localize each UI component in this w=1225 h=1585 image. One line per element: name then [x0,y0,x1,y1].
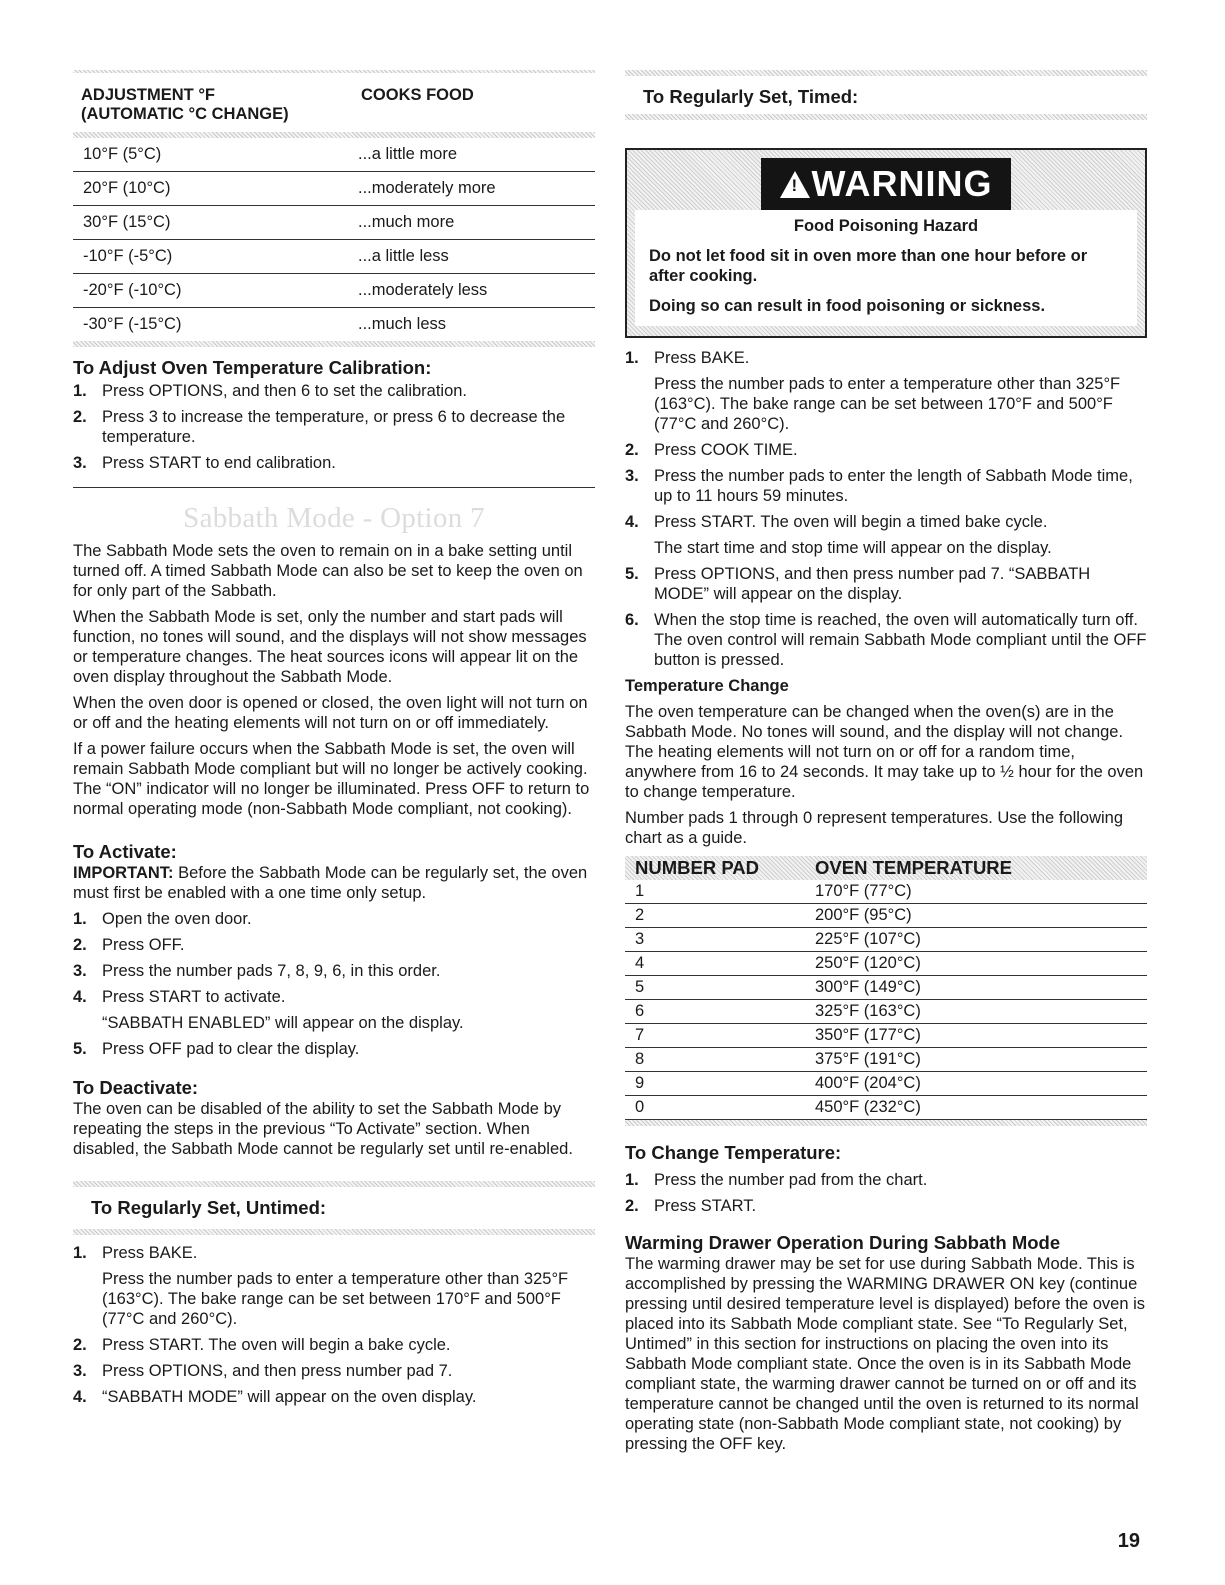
step-number: 6. [625,611,639,629]
table-bottom-shade [73,341,595,347]
warning-line2: Doing so can result in food poisoning or sickness. [649,297,1046,315]
oven-temperature-cell: 450°F (232°C) [815,1098,921,1116]
oven-temperature-cell: 225°F (107°C) [815,930,921,948]
warming-drawer-text: The warming drawer may be set for use during Sabbath Mode. This is accomplished by pressing the WARMING DRAWER ON key (continue pressing until desired temperature level is displayed) before the oven is placed into its Sabbath Mode compliant state. See “To Regularly Set, Untimed” in this section for instructions on placing the oven into its Sabbath Mode compliant state. Once the oven is in its Sabbath Mode compliant state, the warming drawer cannot be turned on or off and its temperature cannot be changed until the oven is returned to its normal operating state (non-Sabbath Mode compliant state, not cooking) by pressing the OFF key. [625,1255,1146,1453]
sabbath-section-title: Sabbath Mode - Option 7 [183,502,485,534]
step-number: 3. [73,1362,87,1380]
step-number: 1. [73,382,87,400]
step-number: 1. [73,910,87,928]
number-pad-cell: 8 [635,1050,645,1068]
untimed-step1-note: Press the number pads to enter a temperature other than 325°F (163°C). The bake range can be set between 170°F and 500°F (77°C and 260°C). [102,1270,569,1328]
sabbath-paragraph: The Sabbath Mode sets the oven to remain on in a bake setting until turned off. A timed Sabbath Mode can also be set to keep the oven on for only part of the Sabbath. [73,542,583,600]
step-text: Press START to end calibration. [102,454,336,472]
right-column [625,70,1147,1454]
untimed-steps [73,1335,595,1407]
step-item [625,610,1147,670]
number-pad-cell: 2 [635,906,645,924]
timed-bottom-shade [625,114,1147,120]
oven-temperature-cell: 200°F (95°C) [815,906,912,924]
timed-heading: To Regularly Set, Timed: [643,86,859,107]
activate-step4-note: “SABBATH ENABLED” will appear on the display. [102,1014,464,1032]
page-number: 19 [1117,1530,1140,1552]
sabbath-paragraph: When the oven door is opened or closed, the oven light will not turn on or off and the heating elements will not turn on or off immediately. [73,694,588,732]
table-row [73,308,595,341]
oven-temperature-cell: 300°F (149°C) [815,978,921,996]
step-text: Press OPTIONS, and then press number pad 7. “SABBATH MODE” will appear on the display. [654,565,1091,603]
step-item [73,407,595,447]
step-number: 3. [73,962,87,980]
cooks-food-cell: ...a little more [358,145,458,163]
warning-body [635,210,1137,326]
number-pad-cell: 0 [635,1098,645,1116]
calibration-heading: To Adjust Oven Temperature Calibration: [73,357,432,378]
table-row [73,240,595,274]
table-row [625,1024,1147,1048]
number-pad-cell: 3 [635,930,645,948]
timed-step1: 1. Press BAKE. [625,349,750,367]
number-pad-cell: 4 [635,954,645,972]
timed-step4-note: The start time and stop time will appear on the display. [654,539,1052,557]
step-text: Open the oven door. [102,910,252,928]
table-row [625,904,1147,928]
step-number: 2. [625,1197,639,1215]
number-pad-cell: 5 [635,978,645,996]
temperature-change-heading: Temperature Change [625,677,789,695]
cooks-food-cell: ...moderately more [358,179,496,197]
sabbath-paragraphs [73,541,595,819]
number-pad-cell: 1 [635,882,645,900]
step-text: Press COOK TIME. [654,441,798,459]
untimed-step1: 1. Press BAKE. [73,1244,198,1262]
step-item [625,512,1147,532]
activate-step5: 5. Press OFF pad to clear the display. [73,1040,360,1058]
step-number: 1. [625,1171,639,1189]
step-number: 4. [625,513,639,531]
oven-temperature-cell: 400°F (204°C) [815,1074,921,1092]
step-item [625,440,1147,460]
activate-heading: To Activate: [73,841,177,862]
adjustment-cell: 10°F (5°C) [83,145,162,163]
step-text: Press OPTIONS, and then 6 to set the calibration. [102,382,468,400]
oven-temperature-cell: 350°F (177°C) [815,1026,921,1044]
step-item [625,1196,1147,1216]
temperature-change-para1: The oven temperature can be changed when the oven(s) are in the Sabbath Mode. No tones will sound, and the display will not change. The heating elements will not turn on or off for a random time, anywhere from 16 to 24 seconds. It may take up to ½ hour for the oven to change temperature. [625,703,1144,801]
step-number: 4. [73,1388,87,1406]
table-row [625,1072,1147,1096]
step-text: “SABBATH MODE” will appear on the oven display. [102,1388,477,1406]
step-item [625,564,1147,604]
left-column [73,70,595,1407]
untimed-top-shade [73,1181,595,1187]
table-row [625,1096,1147,1120]
step-text: Press START. The oven will begin a timed bake cycle. [654,513,1048,531]
adjustment-cell: -20°F (-10°C) [83,281,182,299]
step-number: 2. [73,408,87,426]
adjustment-header-col1: ADJUSTMENT °F (AUTOMATIC °C CHANGE) [81,86,289,123]
step-text: Press the number pad from the chart. [654,1171,928,1189]
number-pad-cell: 9 [635,1074,645,1092]
section-rule [73,487,595,488]
timed-steps-a [625,440,1147,532]
number-pad-table-bottom-shade [625,1120,1147,1126]
warning-banner: ! WARNING [761,158,1011,210]
step-item [73,909,595,929]
step-text: Press the number pads to enter the length of Sabbath Mode time, up to 11 hours 59 minutes. [654,467,1133,505]
step-item [625,466,1147,506]
number-pad-cell: 7 [635,1026,645,1044]
step-item [73,1361,595,1381]
adjustment-cell: -10°F (-5°C) [83,247,173,265]
step-text: Press START to activate. [102,988,286,1006]
timed-top-shade [625,70,1147,76]
sabbath-paragraph: If a power failure occurs when the Sabbath Mode is set, the oven will remain Sabbath Mode compliant but will no longer be actively cooking. The “ON” indicator will no longer be illuminated. Press OFF to return to normal operating mode (non-Sabbath Mode compliant, not cooking). [73,740,590,818]
untimed-bottom-shade [73,1229,595,1235]
oven-temperature-cell: 325°F (163°C) [815,1002,921,1020]
adjustment-cell: 20°F (10°C) [83,179,171,197]
oven-temperature-cell: 375°F (191°C) [815,1050,921,1068]
step-item [73,1387,595,1407]
change-temperature-heading: To Change Temperature: [625,1142,842,1163]
activate-steps [73,909,595,1007]
warning-box [625,148,1147,338]
step-number: 4. [73,988,87,1006]
step-text: Press OFF. [102,936,185,954]
step-number: 2. [625,441,639,459]
table-row [73,274,595,308]
table-row [625,1048,1147,1072]
temperature-change-para2: Number pads 1 through 0 represent temperatures. Use the following chart as a guide. [625,809,1124,847]
step-number: 3. [625,467,639,485]
step-item [73,935,595,955]
step-number: 2. [73,1336,87,1354]
warning-triangle-icon: ! [780,171,810,198]
step-text: Press OPTIONS, and then press number pad 7. [102,1362,453,1380]
number-pad-cell: 6 [635,1002,645,1020]
sabbath-paragraph: When the Sabbath Mode is set, only the number and start pads will function, no tones will sound, and the displays will not show messages or temperature changes. The heat sources icons will appear lit on the oven display throughout the Sabbath Mode. [73,608,587,686]
adjustment-cell: -30°F (-15°C) [83,315,182,333]
step-item [73,453,595,473]
untimed-heading: To Regularly Set, Untimed: [91,1197,327,1218]
calibration-steps [73,381,595,473]
step-number: 3. [73,454,87,472]
timed-steps-b [625,564,1147,670]
step-text: Press START. [654,1197,757,1215]
number-pad-table-body [625,880,1147,1120]
table-row [625,1000,1147,1024]
cooks-food-cell: ...moderately less [358,281,488,299]
step-item [73,381,595,401]
adjustment-cell: 30°F (15°C) [83,213,171,231]
number-pad-table [625,856,1147,1126]
cooks-food-cell: ...a little less [358,247,449,265]
step-text: When the stop time is reached, the oven will automatically turn off. The oven control will remain Sabbath Mode compliant until the OFF button is pressed. [654,611,1147,669]
table-row [625,880,1147,904]
adjustment-table-body [73,138,595,341]
step-text: Press the number pads 7, 8, 9, 6, in this order. [102,962,441,980]
step-number: 5. [625,565,639,583]
table-row [625,928,1147,952]
step-item [73,961,595,981]
step-text: Press 3 to increase the temperature, or press 6 to decrease the temperature. [102,408,566,446]
change-temperature-steps [625,1170,1147,1216]
adjustment-header-col2: COOKS FOOD [361,86,474,104]
step-item [73,1335,595,1355]
warming-drawer-heading: Warming Drawer Operation During Sabbath Mode [625,1232,1061,1253]
step-item [625,1170,1147,1190]
deactivate-text: The oven can be disabled of the ability to set the Sabbath Mode by repeating the steps in the previous “To Activate” section. When disabled, the Sabbath Mode cannot be regularly set until re-enabled. [73,1100,573,1158]
step-text: Press START. The oven will begin a bake cycle. [102,1336,451,1354]
warning-line1: Do not let food sit in oven more than one hour before or after cooking. [649,247,1088,285]
table-row [73,172,595,206]
cooks-food-cell: ...much less [358,315,447,333]
oven-temperature-cell: 170°F (77°C) [815,882,912,900]
step-number: 2. [73,936,87,954]
deactivate-heading: To Deactivate: [73,1077,199,1098]
table-row [73,138,595,172]
oven-temperature-cell: 250°F (120°C) [815,954,921,972]
table-row [625,976,1147,1000]
activate-important: IMPORTANT: Before the Sabbath Mode can be regularly set, the oven must first be enabled with a one time only setup. [73,864,588,902]
step-item [73,987,595,1007]
table-row [625,952,1147,976]
adjustment-table-header [73,73,595,132]
table-row [73,206,595,240]
cooks-food-cell: ...much more [358,213,455,231]
number-pad-table-header: NUMBER PAD OVEN TEMPERATURE [625,856,1147,880]
timed-step1-note: Press the number pads to enter a temperature other than 325°F (163°C). The bake range can be set between 170°F and 500°F (77°C and 260°C). [654,375,1121,433]
warning-hazard: Food Poisoning Hazard [793,217,979,235]
